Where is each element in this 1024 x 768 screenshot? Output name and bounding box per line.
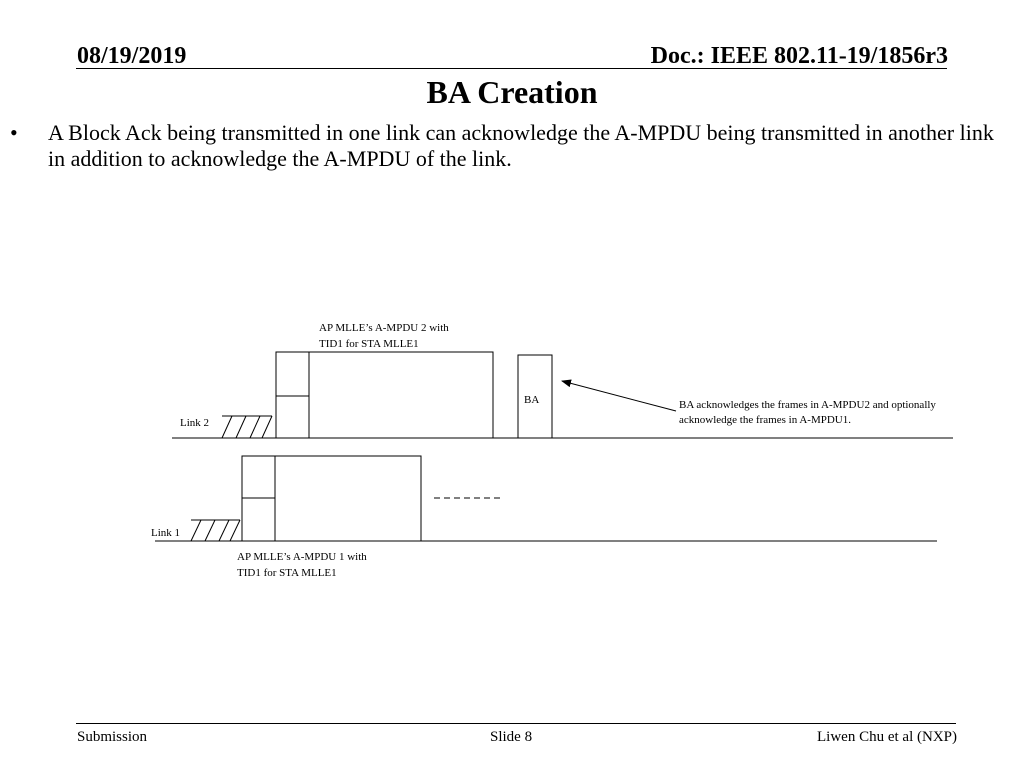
link2-preamble-lower [276,396,309,438]
ampdu1-label-line1: AP MLLE’s A-MPDU 1 with [237,551,367,563]
ampdu2-label-line2: TID1 for STA MLLE1 [319,338,419,350]
link1-backoff-slashes [191,520,240,541]
ampdu1-label-line2: TID1 for STA MLLE1 [237,567,337,579]
slide-title: BA Creation [426,74,598,110]
header-date: 08/19/2019 [77,43,187,69]
link1-label: Link 1 [151,527,181,539]
link2-backoff-slashes [222,416,272,438]
ba-annotation-arrow [562,381,676,411]
ba-annotation-line2: acknowledge the frames in A-MPDU1. [679,414,851,426]
ba-frame-label: BA [524,394,540,406]
ampdu1-frame [275,456,421,541]
bullet-marker: • [10,120,18,145]
footer-submission: Submission [77,729,148,745]
link1-preamble-lower [242,498,275,541]
link1-preamble-upper [242,456,275,498]
ampdu2-frame [309,352,493,438]
ampdu2-label-line1: AP MLLE’s A-MPDU 2 with [319,322,449,334]
link2-preamble-upper [276,352,309,396]
link2-label: Link 2 [180,417,210,429]
footer-slide-number: Slide 8 [490,729,533,745]
header-doc-id: Doc.: IEEE 802.11-19/1856r3 [650,43,948,69]
ba-annotation-line1: BA acknowledges the frames in A-MPDU2 and optionally [679,399,936,411]
bullet-text: A Block Ack being transmitted in one link can acknowledge the A-MPDU being transmitted in another link in addition to acknowledge the A-MPDU of the link. [48,120,994,171]
footer-author: Liwen Chu et al (NXP) [817,729,957,745]
footer-divider [76,723,956,724]
